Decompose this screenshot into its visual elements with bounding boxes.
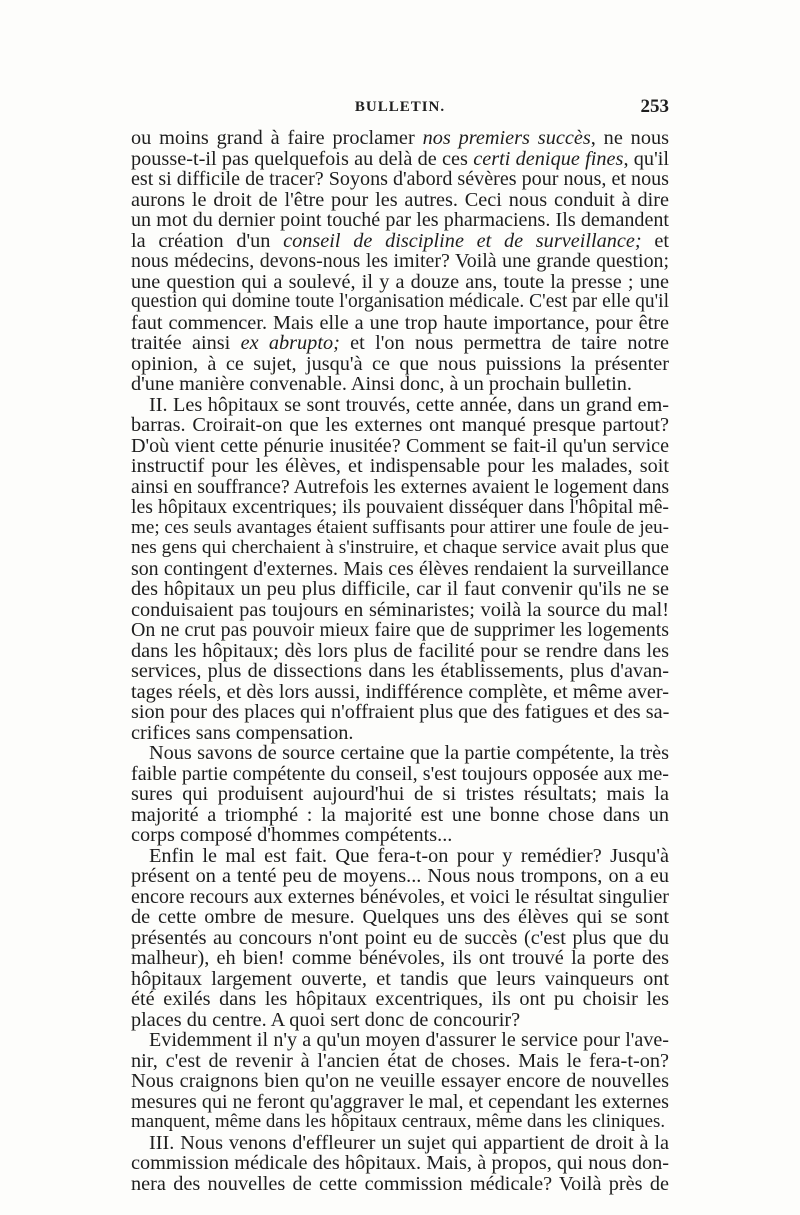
text-line: [131, 169, 669, 190]
text-run: un mot du dernier point touché par les pharmaciens. Ils demandent: [131, 209, 669, 231]
text-run: nous médecins, devons-nous les imiter? Voilà une grande question;: [131, 250, 669, 272]
text-run: instructif pour les élèves, et indispensable pour les malades, soit: [131, 455, 669, 477]
text-line: [131, 456, 669, 477]
text-run: II. Les hôpitaux se sont trouvés, cette année, dans un grand em-: [149, 393, 669, 416]
text-run: sures qui produisent aujourd'hui de si tristes résultats; mais la: [131, 783, 669, 805]
text-run: présentés au concours n'ont point eu de succès (c'est plus que du: [131, 926, 669, 949]
text-line: [131, 1112, 669, 1133]
text-line: [131, 723, 669, 744]
text-line: [131, 1092, 669, 1113]
text-line: [131, 702, 669, 723]
text-line: [131, 641, 669, 662]
text-run: pousse-t-il pas quelquefois au delà de ces: [131, 147, 474, 170]
text-line: [131, 436, 669, 457]
italic-run: certi denique fines: [473, 147, 624, 170]
text-line: [131, 538, 669, 559]
text-run: présent on a tenté peu de moyens... Nous nous trompons, on a eu: [131, 865, 669, 887]
text-run: , qu'il: [623, 147, 669, 170]
text-run: ou moins grand à faire proclamer: [131, 127, 423, 149]
text-line: [131, 579, 669, 600]
text-line: [131, 825, 669, 846]
text-line: [131, 907, 669, 928]
text-run: nes gens qui cherchaient à s'instruire, et chaque service avait plus que: [131, 537, 669, 558]
text-line: [131, 313, 669, 334]
text-run: conduisaient pas toujours en séminaristes; voilà la source du mal!: [131, 598, 669, 621]
text-line: [131, 805, 669, 826]
text-run: une question qui a soulevé, il y a douze ans, toute la presse ; une: [131, 270, 669, 293]
text-run: de cette ombre de mesure. Quelques uns des élèves qui se sont: [131, 906, 669, 928]
text-line: [131, 231, 669, 252]
text-line: [131, 866, 669, 887]
text-run: aurons le droit de l'être pour les autres. Ceci nous conduit à dire: [131, 188, 669, 211]
text-run: traitée ainsi: [131, 332, 241, 354]
text-line: [131, 374, 669, 395]
text-run: barras. Croirait-on que les externes ont manqué presque partout?: [131, 414, 669, 436]
text-run: tages réels, et dès lors aussi, indifférence complète, et même aver-: [131, 680, 669, 703]
text-run: services, plus de dissections dans les établissements, plus d'avan-: [131, 660, 669, 682]
text-run: été exilés dans les hôpitaux excentriques, ils ont pu choisir les: [131, 988, 669, 1010]
text-line: [131, 1133, 669, 1154]
text-run: , ne nous: [590, 127, 669, 149]
text-run: manquent, même dans les hôpitaux centraux, même dans les cliniques.: [131, 1111, 666, 1132]
text-run: commission médicale des hôpitaux. Mais, à propos, qui nous don-: [131, 1152, 669, 1174]
text-run: Enfin le mal est fait. Que fera-t-on pour y remédier? Jusqu'à: [149, 844, 669, 867]
text-line: [131, 784, 669, 805]
text-run: Nous craignons bien qu'on ne veuille essayer encore de nouvelles: [131, 1070, 669, 1092]
text-run: la création d'un: [131, 229, 284, 252]
text-line: [131, 846, 669, 867]
text-line: [131, 1051, 669, 1072]
text-run: sion pour des places qui n'offraient plus que des fatigues et des sa-: [131, 701, 670, 723]
page-number: 253: [640, 96, 669, 117]
text-run: et l'on nous permettra de taire notre: [339, 332, 669, 354]
text-line: [131, 743, 669, 764]
text-line: [131, 518, 669, 539]
text-run: est si difficile de tracer? Soyons d'abord sévères pour nous, et nous: [131, 168, 669, 190]
text-line: [131, 354, 669, 375]
text-line: [131, 1174, 669, 1195]
text-run: et: [641, 229, 670, 252]
text-run: hôpitaux largement ouverte, et tandis que leurs vainqueurs ont: [131, 967, 669, 990]
text-line: [131, 661, 669, 682]
text-run: d'une manière convenable. Ainsi donc, à un prochain bulletin.: [131, 373, 632, 395]
text-run: nera des nouvelles de cette commission médicale? Voilà près de: [131, 1172, 669, 1195]
text-run: places du centre. A quoi sert donc de concourir?: [131, 1008, 521, 1031]
text-run: faut commencer. Mais elle a une trop haute importance, pour être: [131, 311, 669, 334]
text-run: son contingent d'externes. Mais ces élèves rendaient la surveillance: [131, 557, 669, 580]
italic-run: conseil de discipline et de surveillance;: [283, 229, 642, 252]
text-line: [131, 969, 669, 990]
text-line: [131, 1153, 669, 1174]
text-run: question qui domine toute l'organisation médicale. C'est par elle qu'il: [131, 291, 669, 312]
text-line: [131, 1010, 669, 1031]
text-run: III. Nous venons d'effleurer un sujet qui appartient de droit à la: [149, 1131, 669, 1154]
text-line: [131, 292, 669, 313]
text-line: [131, 1071, 669, 1092]
text-run: D'où vient cette pénurie inusitée? Comment se fait-il qu'un service: [131, 434, 669, 457]
text-line: [131, 333, 669, 354]
text-run: Evidemment il n'y a qu'un moyen d'assurer le service pour l'ave-: [149, 1029, 669, 1051]
text-line: [131, 764, 669, 785]
text-line: [131, 128, 669, 149]
text-line: [131, 1030, 669, 1051]
text-line: [131, 395, 669, 416]
text-line: [131, 251, 669, 272]
text-line: [131, 948, 669, 969]
text-line: [131, 210, 669, 231]
text-line: [131, 559, 669, 580]
text-run: les hôpitaux excentriques; ils pouvaient disséquer dans l'hôpital mê-: [131, 496, 669, 518]
text-run: nir, c'est de revenir à l'ancien état de choses. Mais le fera-t-on?: [131, 1049, 669, 1072]
text-line: [131, 415, 669, 436]
text-run: me; ces seuls avantages étaient suffisants pour attirer une foule de jeu-: [131, 516, 669, 538]
text-run: mesures qui ne feront qu'aggraver le mal, et cependant les externes: [131, 1090, 669, 1113]
text-line: [131, 989, 669, 1010]
text-run: dans les hôpitaux; dès lors plus de facilité pour se rendre dans les: [131, 639, 669, 662]
text-line: [131, 887, 669, 908]
text-line: [131, 497, 669, 518]
text-line: [131, 190, 669, 211]
italic-run: nos premiers succès: [422, 127, 591, 149]
text-run: opinion, à ce sujet, jusqu'à ce que nous puissions la présenter: [131, 352, 669, 375]
text-run: majorité a triomphé : la majorité est une bonne chose dans un: [131, 803, 669, 826]
text-line: [131, 620, 669, 641]
running-head: BULLETIN.: [354, 99, 446, 115]
text-line: [131, 600, 669, 621]
text-run: Nous savons de source certaine que la partie compétente, la très: [149, 742, 669, 764]
italic-run: ex abrupto;: [240, 332, 340, 354]
text-run: ainsi en souffrance? Autrefois les externes avaient le logement dans: [131, 475, 670, 498]
text-line: [131, 682, 669, 703]
body-text: [131, 128, 669, 1194]
page-header: [131, 96, 669, 122]
text-line: [131, 149, 669, 170]
text-run: malheur), eh bien! comme bénévoles, ils ont trouvé la porte des: [131, 947, 669, 969]
text-run: corps composé d'hommes compétents...: [131, 824, 453, 846]
text-run: On ne crut pas pouvoir mieux faire que de supprimer les logements: [131, 619, 669, 641]
text-run: des hôpitaux un peu plus difficile, car il faut convenir qu'ils ne se: [131, 578, 669, 600]
text-line: [131, 477, 669, 498]
text-run: encore recours aux externes bénévoles, et voici le résultat singulier: [131, 885, 669, 908]
text-run: crifices sans compensation.: [131, 721, 354, 744]
text-run: faible partie compétente du conseil, s'est toujours opposée aux me-: [131, 762, 669, 785]
text-line: [131, 272, 669, 293]
text-line: [131, 928, 669, 949]
